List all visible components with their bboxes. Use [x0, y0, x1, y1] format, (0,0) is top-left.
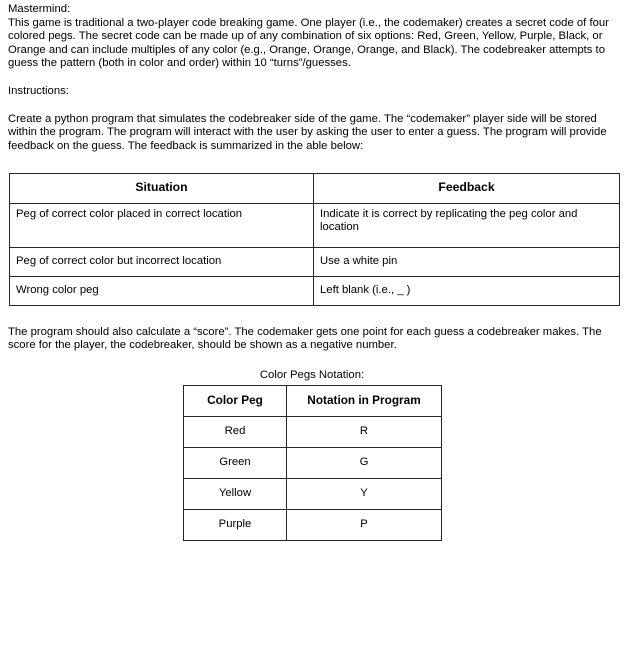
column-header-feedback: Feedback — [314, 174, 620, 203]
table-row — [10, 247, 620, 276]
intro-paragraph: This game is traditional a two-player code breaking game. One player (i.e., the codemaker) creates a secret code of four colored pegs. The secret code can be made up of any combination of six options: Red, Green, Yellow, Purple, Black, or Orange and can include multiples of any color (e.g., Orange, Orange, Orange, and Black). The codebreaker attempts to guess the pattern (both in color and order) within 10 “turns”/guesses. — [8, 16, 609, 70]
notation-caption: Color Pegs Notation: — [259, 368, 365, 381]
cell-notation: G — [287, 447, 442, 478]
feedback-table — [9, 173, 620, 305]
cell-notation: R — [287, 416, 442, 447]
score-paragraph: The program should also calculate a “score”. The codemaker gets one point for each guess a codebreaker makes. The score for the player, the codebreaker, should be shown as a negative number. — [8, 325, 602, 352]
table-row — [10, 276, 620, 305]
cell-situation: Wrong color peg — [10, 276, 314, 305]
cell-situation: Peg of correct color placed in correct location — [10, 203, 314, 247]
table-row — [184, 447, 442, 478]
column-header-notation: Notation in Program — [287, 385, 442, 416]
notation-table — [183, 385, 442, 541]
instructions-paragraph: Create a python program that simulates the codebreaker side of the game. The “codemaker” player side will be stored within the program. The program will interact with the user by asking the user to enter a guess. The program will provide feedback on the guess. The feedback is summarized in the able below: — [8, 112, 607, 152]
table-header-row — [10, 174, 620, 203]
table-header-row — [184, 385, 442, 416]
cell-notation: P — [287, 509, 442, 540]
column-header-situation: Situation — [10, 174, 314, 203]
table-row — [184, 478, 442, 509]
table-row — [184, 509, 442, 540]
cell-situation: Peg of correct color but incorrect location — [10, 247, 314, 276]
cell-color-name: Red — [184, 416, 287, 447]
cell-color-name: Purple — [184, 509, 287, 540]
cell-feedback: Indicate it is correct by replicating the peg color and location — [314, 203, 620, 247]
cell-feedback: Use a white pin — [314, 247, 620, 276]
cell-feedback: Left blank (i.e., _ ) — [314, 276, 620, 305]
cell-color-name: Green — [184, 447, 287, 478]
column-header-color-peg: Color Peg — [184, 385, 287, 416]
cell-color-name: Yellow — [184, 478, 287, 509]
table-row — [10, 203, 620, 247]
instructions-heading: Instructions: — [8, 84, 69, 97]
table-row — [184, 416, 442, 447]
cell-notation: Y — [287, 478, 442, 509]
document-title: Mastermind: — [8, 3, 71, 15]
